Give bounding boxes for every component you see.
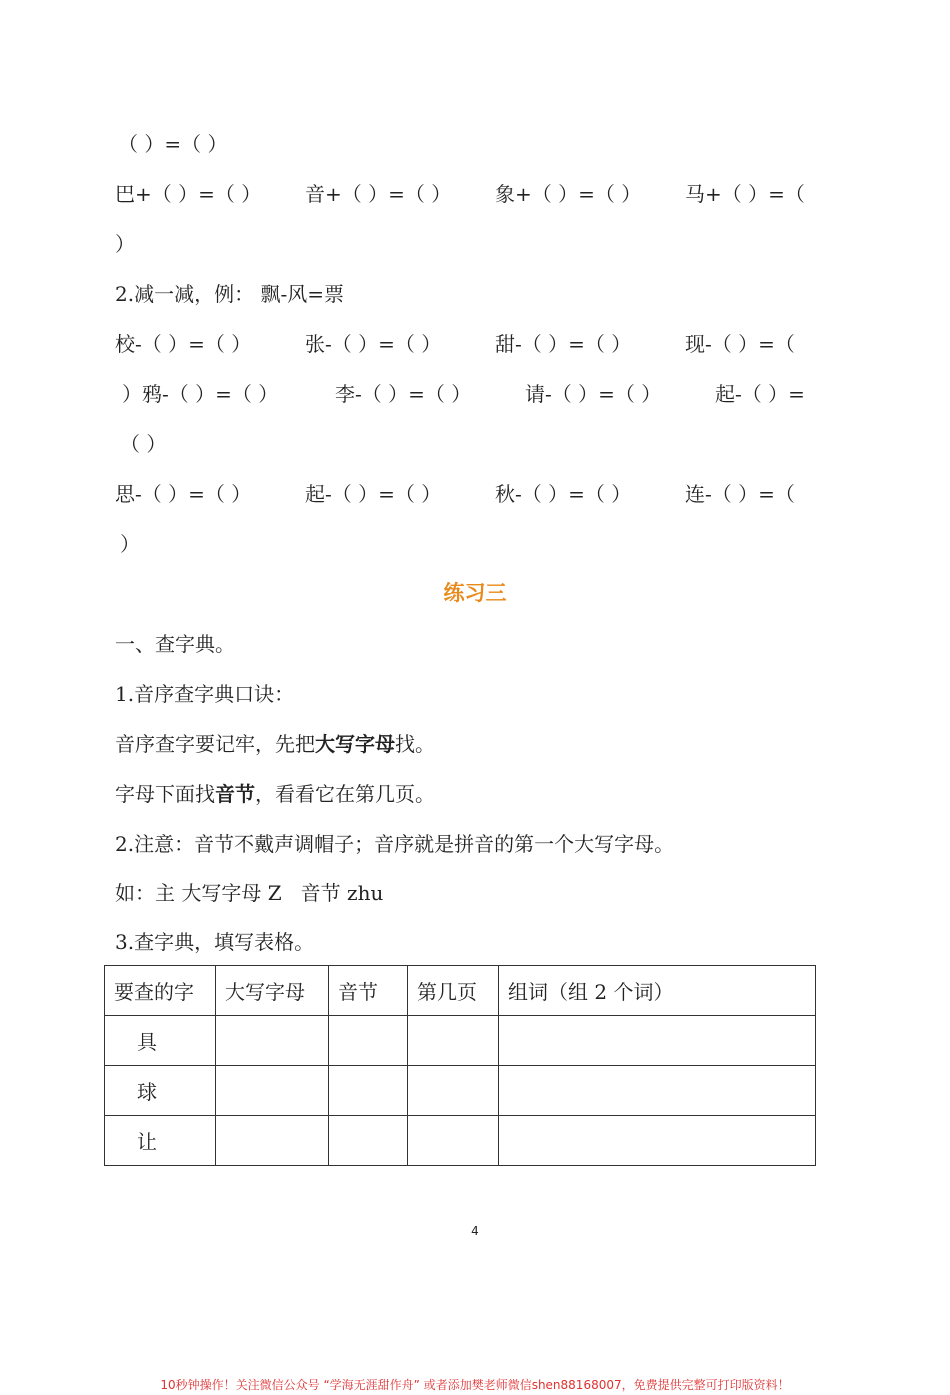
table-row	[105, 1116, 816, 1166]
exercise-item: 请-（ ）=（ ）	[525, 382, 662, 406]
exercise-item: 象+（ ）=（ ）	[495, 182, 642, 206]
table-header: 第几页	[408, 966, 499, 1016]
table-cell-blank[interactable]	[408, 1016, 499, 1066]
example-text: 如：主 大写字母 Z 音节 zhu	[115, 881, 384, 905]
subtract-row-wrap	[120, 530, 840, 558]
table-row	[105, 1016, 816, 1066]
exercise-item: 音+（ ）=（ ）	[305, 182, 452, 206]
exercise-item: 秋-（ ）=（ ）	[495, 482, 632, 506]
exercise-item: 张-（ ）=（ ）	[305, 332, 442, 356]
exercise-item: 现-（ ）=（	[685, 332, 795, 356]
table-row	[105, 1066, 816, 1116]
table-header-row	[105, 966, 816, 1016]
exercise-item: 李-（ ）=（ ）	[335, 382, 472, 406]
table-cell-blank[interactable]	[216, 1066, 329, 1116]
dictionary-heading: 一、查字典。	[115, 632, 235, 656]
table-cell-blank[interactable]	[216, 1016, 329, 1066]
rhyme-line-2	[115, 780, 840, 808]
subtract-row	[122, 380, 840, 408]
rhyme-text: ，看看它在第几页。	[255, 782, 435, 806]
addition-row-wrap-text: ）	[115, 232, 135, 256]
table-header: 音节	[329, 966, 408, 1016]
exercise-item: 巴+（ ）=（ ）	[115, 182, 262, 206]
exercise-item: 马+（ ）=（	[685, 182, 805, 206]
rhyme-emphasis: 音节	[215, 782, 255, 806]
footer-promo: 10秒钟操作！关注微信公众号 “学海无涯甜作舟” 或者添加樊老师微信shen88168007，免费提供完整可打印版资料！	[160, 1378, 790, 1392]
rhyme-text: 找。	[395, 732, 435, 756]
table-cell-blank[interactable]	[408, 1116, 499, 1166]
table-cell-character: 让	[105, 1116, 216, 1166]
subtract-row	[115, 330, 840, 358]
page-number: 4	[471, 1224, 479, 1238]
exercise-title: 练习三	[443, 581, 507, 605]
exercise-item: 校-（ ）=（ ）	[115, 332, 252, 356]
rhyme-line-1	[115, 730, 840, 758]
exercise-item: ）鸦-（ ）=（ ）	[122, 382, 279, 406]
addition-continuation	[118, 130, 840, 158]
task-text: 3.查字典，填写表格。	[115, 930, 315, 954]
addition-row	[115, 180, 840, 208]
rhyme-emphasis: 大写字母	[315, 732, 395, 756]
table-header: 组词（组 2 个词）	[499, 966, 816, 1016]
rhyme-text: 字母下面找	[115, 782, 215, 806]
table-cell-blank[interactable]	[329, 1016, 408, 1066]
table-cell-blank[interactable]	[216, 1116, 329, 1166]
exercise-item: 连-（ ）=（	[685, 482, 795, 506]
subtract-heading: 2.减一减，例： 飘-风=票	[115, 282, 344, 306]
rhyme-text: 音序查字要记牢，先把	[115, 732, 315, 756]
table-cell-character: 具	[105, 1016, 216, 1066]
exercise-item: 起-（ ）=	[715, 382, 805, 406]
note-text: 2.注意：音节不戴声调帽子；音序就是拼音的第一个大写字母。	[115, 832, 675, 856]
exercise-item: 起-（ ）=（ ）	[305, 482, 442, 506]
addition-continuation-text: （ ）=（ ）	[118, 132, 228, 156]
subtract-row-wrap-text: （ ）	[120, 432, 167, 456]
table-cell-blank[interactable]	[329, 1066, 408, 1116]
table-cell-blank[interactable]	[499, 1016, 816, 1066]
rhyme-title: 1.音序查字典口诀：	[115, 682, 295, 706]
subtract-row	[115, 480, 840, 508]
table-cell-character: 球	[105, 1066, 216, 1116]
table-header: 大写字母	[216, 966, 329, 1016]
addition-row-wrap	[115, 230, 840, 258]
exercise-item: 思-（ ）=（ ）	[115, 482, 252, 506]
dictionary-table	[104, 965, 816, 1166]
exercise-item: 甜-（ ）=（ ）	[495, 332, 632, 356]
subtract-row-wrap	[120, 430, 840, 458]
table-cell-blank[interactable]	[408, 1066, 499, 1116]
table-header: 要查的字	[105, 966, 216, 1016]
subtract-row-wrap-text: ）	[120, 532, 140, 556]
table-cell-blank[interactable]	[499, 1116, 816, 1166]
table-cell-blank[interactable]	[499, 1066, 816, 1116]
table-cell-blank[interactable]	[329, 1116, 408, 1166]
